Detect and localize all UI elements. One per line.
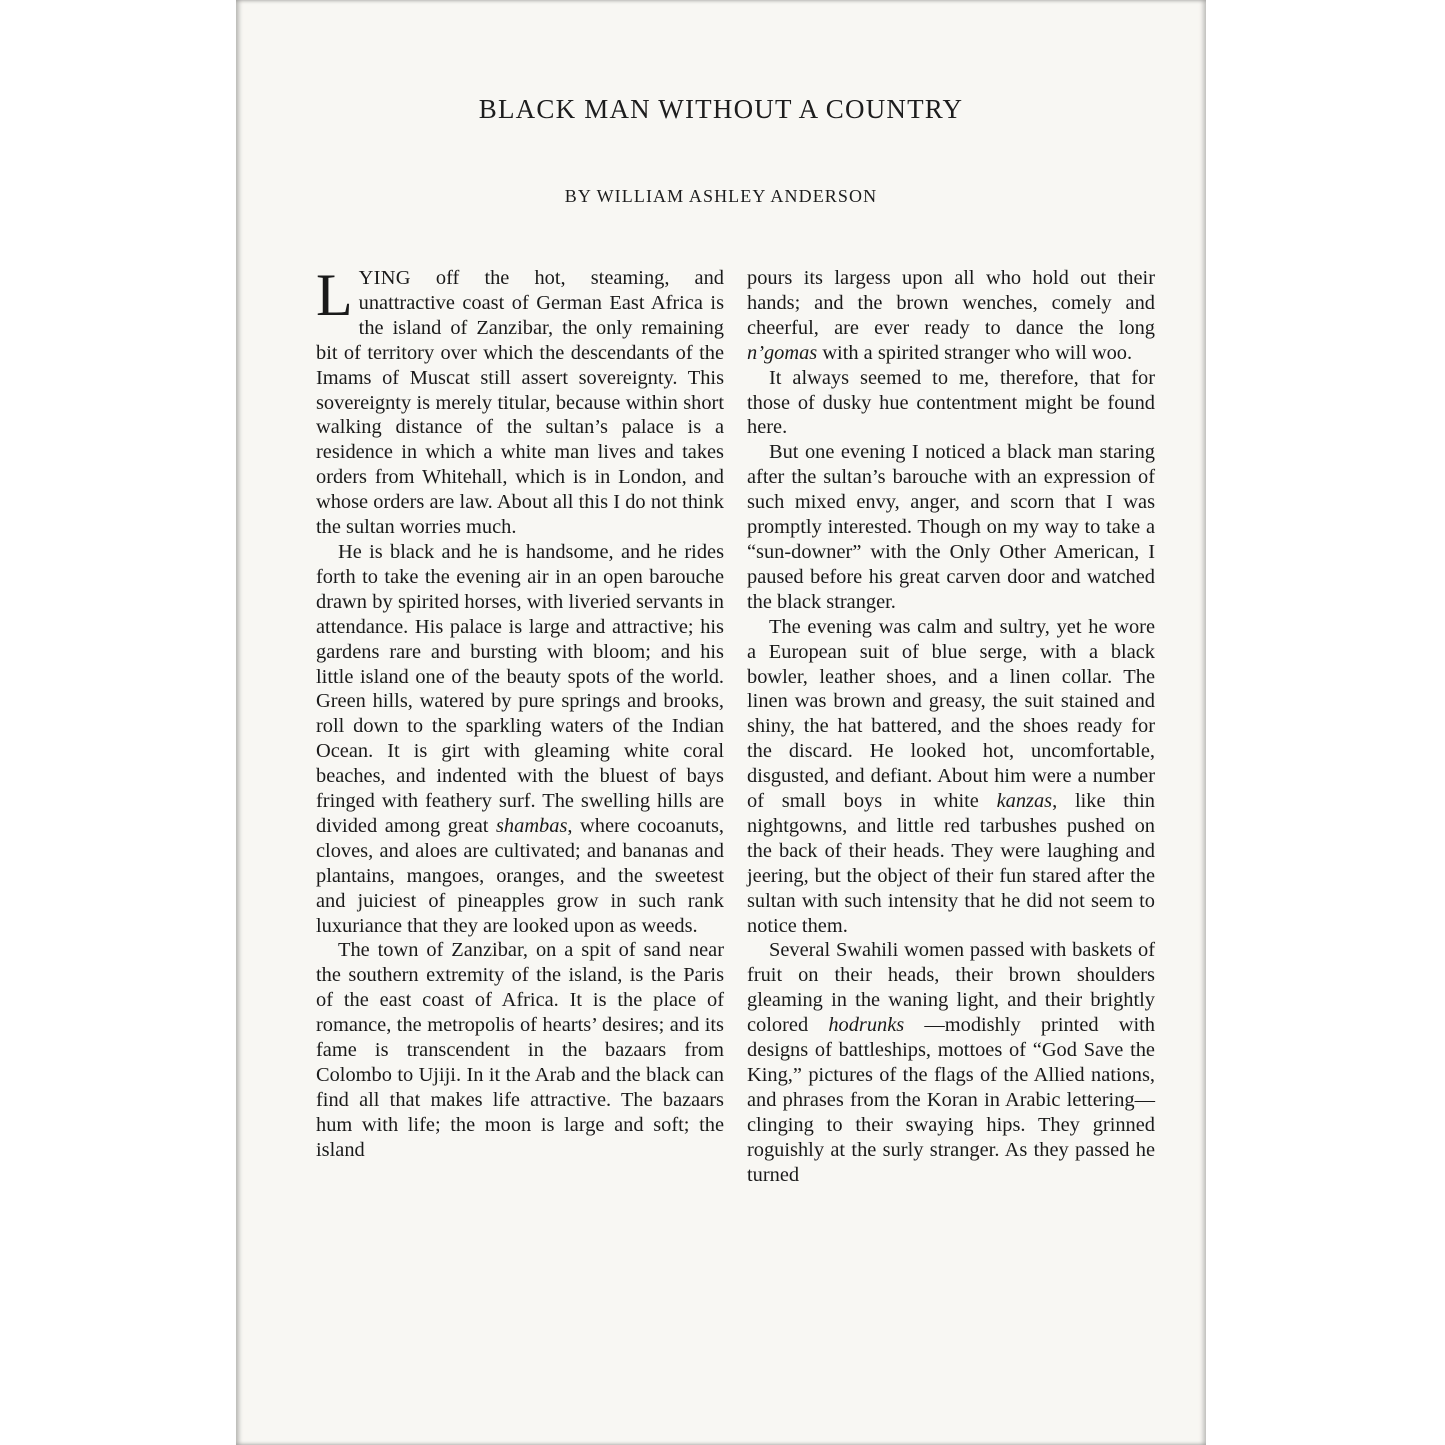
paragraph-2-text-b: , where cocoanuts, cloves, and aloes are cultivated; and bananas and plantains, mangoes, oranges, and the sweetest and juiciest of pineapples grow in such rank luxuriance that they are looked upon as weeds. bbox=[316, 814, 724, 937]
paragraph-1 bbox=[316, 262, 724, 540]
paragraph-1-text: off the hot, steaming, and unattractive coast of German East Africa is the island of Zanzibar, the only remaining bit of territory over which the descendants of the Imams of Muscat still assert sovereignty. This sovereignty is merely titular, because within short walking distance of the sultan’s palace is a residence in which a white man lives and takes orders from Whitehall, which is in London, and whose orders are law. About all this I do not think the sultan worries much. bbox=[316, 267, 724, 539]
paragraph-3: The town of Zanzibar, on a spit of sand near the southern extremity of the island, is the Paris of the east coast of Africa. It is the place of romance, the metropolis of hearts’ desires; and its fame is transcendent in the bazaars from Colombo to Ujiji. In it the Arab and the black can find all that makes life attractive. The bazaars hum with life; the moon is large and soft; the island bbox=[316, 939, 724, 1161]
article-title: BLACK MAN WITHOUT A COUNTRY bbox=[478, 94, 964, 124]
italic-term-kanzas: kanzas bbox=[996, 790, 1053, 813]
paragraph-7-text-a: Several Swahili women passed with baskets of fruit on their heads, their brown shoulders gleaming in the waning light, and their brightly colored bbox=[747, 939, 1155, 1037]
paragraph-6 bbox=[747, 615, 1155, 939]
paragraph-7-text-b: —modishly printed with designs of battleships, mottoes of “God Save the King,” pictures of the flags of the Allied nations, and phrases from the Koran in Arabic lettering—clinging to their swaying hips. They grinned roguishly at the surly stranger. As they passed he turned bbox=[747, 1014, 1155, 1186]
paragraph-7 bbox=[747, 938, 1155, 1187]
drop-cap: L bbox=[316, 262, 353, 328]
text-column-right bbox=[747, 266, 1155, 1188]
paragraph-6-text-b: , like thin nightgowns, and little red tarbushes pushed on the back of their heads. They were laughing and jeering, but the object of their fun stared after the sultan with such intensity that he did not seem to notice them. bbox=[747, 790, 1155, 937]
paragraph-3-continued bbox=[747, 266, 1155, 366]
paragraph-4: It always seemed to me, therefore, that for those of dusky hue contentment might be found here. bbox=[747, 366, 1155, 439]
paragraph-5: But one evening I noticed a black man staring after the sultan’s barouche with an expression of such mixed envy, anger, and scorn that I was promptly interested. Though on my way to take a “sun-downer” with the Only Other American, I paused before his great carven door and watched the black stranger. bbox=[747, 441, 1155, 613]
italic-term-shambas: shambas bbox=[496, 814, 568, 837]
italic-term-ngomas: n’gomas bbox=[747, 341, 818, 364]
italic-term-hodrunks: hodrunks bbox=[828, 1014, 905, 1037]
paragraph-6-text-a: The evening was calm and sultry, yet he wore a European suit of blue serge, with a black bowler, leather shoes, and a linen collar. The linen was brown and greasy, the suit stained and shiny, the hat battered, and the shoes ready for the discard. He looked hot, uncomfortable, disgusted, and defiant. About him were a number of small boys in white bbox=[747, 615, 1155, 813]
paragraph-2-text-a: He is black and he is handsome, and he rides forth to take the evening air in an open barouche drawn by spirited horses, with liveried servants in attendance. His palace is large and attractive; his gardens rare and bursting with bloom; and his little island one of the beauty spots of the world. Green hills, watered by pure springs and brooks, roll down to the sparkling waters of the Indian Ocean. It is girt with gleaming white coral beaches, and indented with the bluest of bays fringed with feathery surf. The swelling hills are divided among great bbox=[316, 540, 724, 837]
paragraph-3-cont-text-a: pours its largess upon all who hold out their hands; and the brown wenches, comely and cheerful, are ever ready to dance the long bbox=[747, 267, 1155, 339]
text-column-left bbox=[316, 262, 724, 1163]
paragraph-3-cont-text-b: with a spirited stranger who will woo. bbox=[817, 341, 1133, 364]
lead-word: YING bbox=[358, 267, 411, 289]
article-byline: BY WILLIAM ASHLEY ANDERSON bbox=[564, 186, 878, 206]
paragraph-2 bbox=[316, 540, 724, 939]
